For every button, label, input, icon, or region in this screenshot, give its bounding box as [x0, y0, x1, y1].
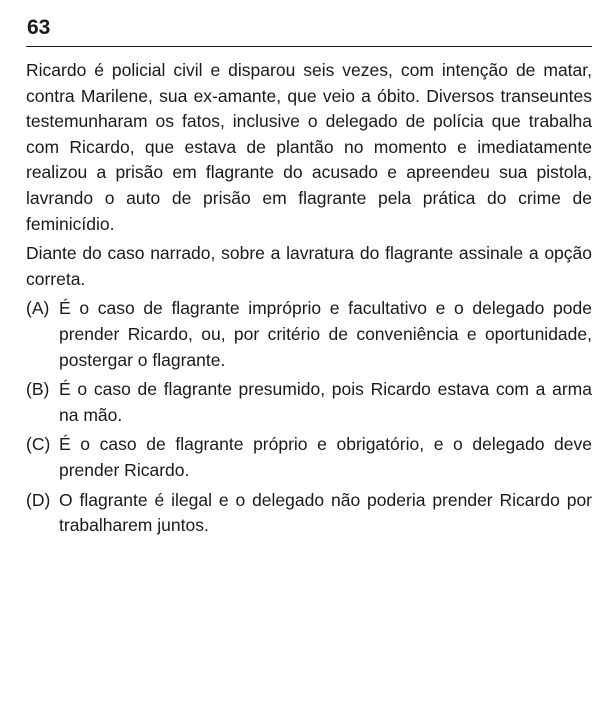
option-letter: (D) — [26, 489, 51, 510]
option-b[interactable] — [26, 377, 592, 428]
question-stem: Diante do caso narrado, sobre a lavratura do flagrante assinale a opção correta. — [26, 243, 592, 289]
answer-options — [26, 296, 592, 538]
option-letter: (A) — [26, 298, 50, 319]
option-d[interactable] — [26, 488, 592, 539]
question-block — [26, 14, 592, 543]
option-text: É o caso de flagrante impróprio e facultativo e o delegado pode prender Ricardo, ou, por critério de conveniência e oportunidade, postergar o flagrante. — [59, 298, 592, 370]
question-text: Ricardo é policial civil e disparou seis vezes, com intenção de matar, contra Marilene, sua ex-amante, que veio a óbito. Diversos transeuntes testemunharam os fatos, inclusive o delegado de polícia que trabalha com Ricardo, que estava de plantão no momento e imediatamente realizou a prisão em flagrante do acusado e apreendeu sua pistola, lavrando o auto de prisão em flagrante pela prática do crime de feminicídio. — [26, 60, 592, 234]
option-text: O flagrante é ilegal e o delegado não poderia prender Ricardo por trabalharem juntos. — [59, 489, 592, 536]
option-text: É o caso de flagrante presumido, pois Ricardo estava com a arma na mão. — [59, 379, 592, 425]
option-letter: (B) — [26, 379, 50, 400]
option-c[interactable] — [26, 432, 592, 483]
option-a[interactable] — [26, 296, 592, 373]
option-text: É o caso de flagrante próprio e obrigatório, e o delegado deve prender Ricardo. — [59, 434, 592, 480]
option-letter: (C) — [26, 434, 51, 455]
question-number: 63 — [27, 16, 51, 39]
header-divider — [26, 46, 592, 47]
